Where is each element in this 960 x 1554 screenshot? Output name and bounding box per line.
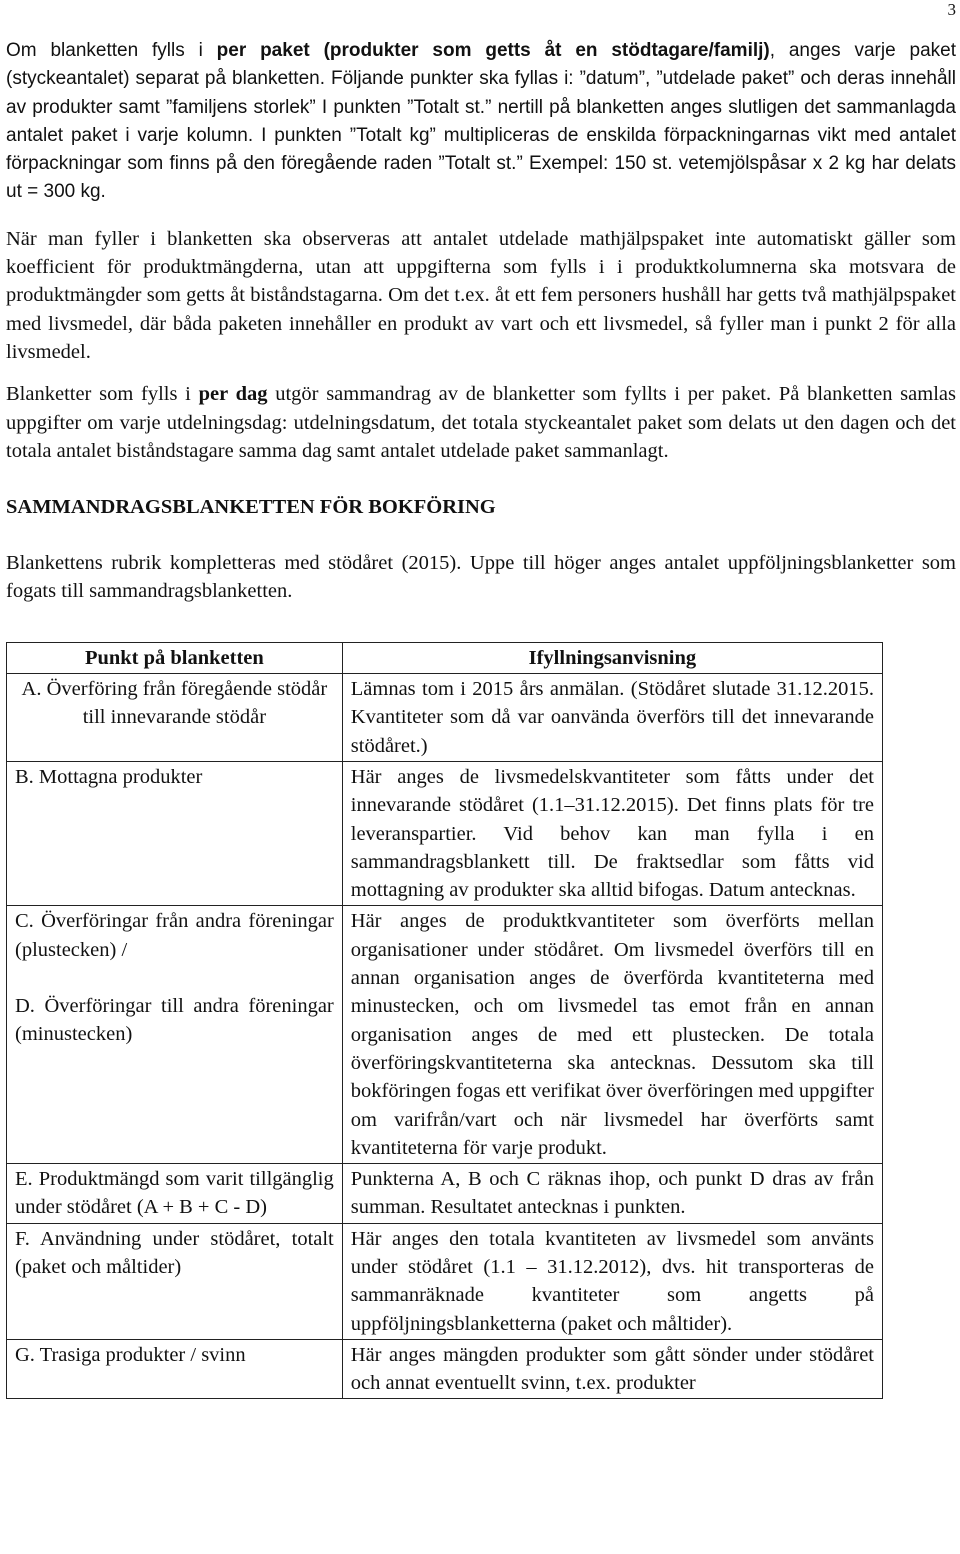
table-cell-point: B. Mottagna produkter <box>7 761 343 905</box>
table-cell-instruction: Här anges mängden produkter som gått sönder under stödåret och annat eventuellt svinn, t.ex. produkter <box>342 1339 882 1399</box>
table-cell-instruction: Här anges den totala kvantiteten av livsmedel som använts under stödåret (1.1 – 31.12.2012), dvs. hit transporteras de sammanräknade kvantiteter som angetts på uppföljningsblanketterna (paket och måltider). <box>342 1223 882 1339</box>
column-header-instruction: Ifyllningsanvisning <box>342 642 882 673</box>
document-body <box>6 37 956 1399</box>
point-d-text: D. Överföringar till andra föreningar (minustecken) <box>15 995 334 1046</box>
intro-text-start: Om blanketten fylls i <box>6 40 217 61</box>
table-cell-point: G. Trasiga produkter / svinn <box>7 1339 343 1399</box>
table-cell-point: A. Överföring från föregående stödår till innevarande stödår <box>7 674 343 762</box>
table-row <box>7 761 883 905</box>
per-day-text-end: utgör sammandrag av de blanketter som fyllts i per paket. På blanketten samlas uppgifter om varje utdelningsdag: utdelningsdatum, det totala styckeantalet paket som delats ut den dagen och det totala antalet biståndstagare samma dag samt antalet utdelade paket sammanlagt. <box>6 383 956 462</box>
table-cell-instruction: Här anges de produktkvantiteter som överförts mellan organisationer under stödåret. Om livsmedel överförs till en annan organisation anges de överförda kvantiteterna med minustecken, och om livsmedel tas emot från en annan organisation anges de med ett plustecken. De totala överföringskvantiteterna ska antecknas. Dessutom ska till bokföringen fogas ett verifikat över överföringen med uppgifter om varifrån/vart och när livsmedel har överförts samt kvantiteterna för varje produkt. <box>342 906 882 1164</box>
intro-text-end: , anges varje paket (styckeantalet) separat på blanketten. Följande punkter ska fyllas i: ”datum”, ”utdelade paket” och deras innehåll av produkter samt ”familjens storlek” I punkten ”Totalt st.” nertill på blanketten anges slutligen det sammanlagda antalet paket i varje kolumn. I punkten ”Totalt kg” multipliceras de enskilda förpackningarnas vikt med antalet förpackningar som finns på den föregående raden ”Totalt st.” Exempel: 150 st. vetemjölspåsar x 2 kg har delats ut = 300 kg. <box>6 40 957 203</box>
section-heading: SAMMANDRAGSBLANKETTEN FÖR BOKFÖRING <box>6 496 496 519</box>
observation-paragraph: När man fyller i blanketten ska observeras att antalet utdelade mathjälpspaket inte automatiskt gäller som koefficient för produktmängderna, utan att uppgifterna som fylls i i produktkolumnerna ska motsvara de produktmängder som getts åt biståndstagarna. Om det t.ex. åt ett fem personers hushåll har getts två mathjälpspaket med livsmedel, där båda paketen innehåller en produkt av vart och ett livsmedel, så fyller man i punkt 2 för alla livsmedel. <box>6 227 956 363</box>
table-cell-instruction: Lämnas tom i 2015 års anmälan. (Stödåret slutade 31.12.2015. Kvantiteter som då var oanvända överförs till det innevarande stödåret.) <box>342 674 882 762</box>
instructions-table-wrapper <box>6 642 956 1400</box>
per-day-text-start: Blanketter som fylls i <box>6 383 199 406</box>
table-cell-point <box>7 906 343 1164</box>
per-day-paragraph <box>6 380 956 465</box>
table-row <box>7 1223 883 1339</box>
table-cell-point: E. Produktmängd som varit tillgänglig under stödåret (A + B + C - D) <box>7 1164 343 1224</box>
point-c-text: C. Överföringar från andra föreningar (plustecken) / <box>15 910 334 961</box>
table-cell-point: F. Användning under stödåret, totalt (paket och måltider) <box>7 1223 343 1339</box>
per-day-bold-text: per dag <box>198 383 268 406</box>
table-header-row <box>7 642 883 673</box>
table-cell-instruction: Punkterna A, B och C räknas ihop, och punkt D dras av från summan. Resultatet antecknas i punkten. <box>342 1164 882 1224</box>
table-row <box>7 1339 883 1399</box>
table-row <box>7 674 883 762</box>
table-cell-instruction: Här anges de livsmedelskvantiteter som fåtts under det innevarande stödåret (1.1–31.12.2015). Det finns plats för tre leveranspartier. Vid behov kan man fylla i en sammandragsblankett till. De fraktsedlar som fåtts vid mottagning av produkter ska alltid bifogas. Datum antecknas. <box>342 761 882 905</box>
table-row <box>7 906 883 1164</box>
form-title-paragraph: Blankettens rubrik kompletteras med stödåret (2015). Uppe till höger anges antalet uppföljningsblanketter som fogats till sammandragsblanketten. <box>6 552 956 603</box>
intro-bold-text: per paket (produkter som getts åt en stödtagare/familj) <box>216 40 770 61</box>
page-number: 3 <box>947 0 956 19</box>
instructions-table <box>6 642 883 1400</box>
intro-paragraph <box>6 37 956 207</box>
cell-spacer <box>15 964 334 992</box>
column-header-point: Punkt på blanketten <box>7 642 343 673</box>
table-row <box>7 1164 883 1224</box>
